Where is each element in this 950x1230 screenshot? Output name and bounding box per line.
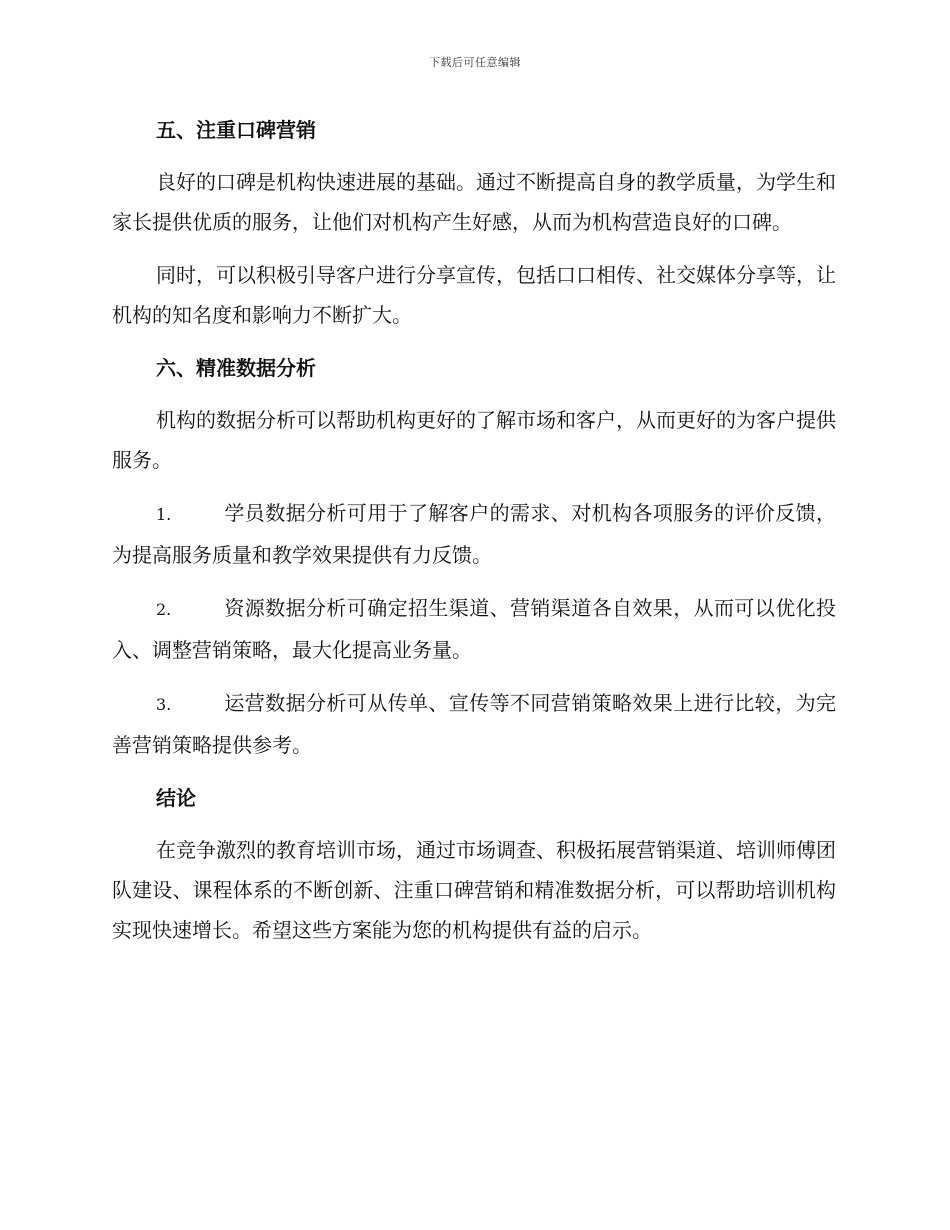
paragraph: 同时，可以积极引导客户进行分享宣传，包括口口相传、社交媒体分享等，让机构的知名度和影响力不断扩大。	[112, 263, 836, 327]
list-item-text: 学员数据分析可用于了解客户的需求、对机构各项服务的评价反馈，为提高服务质量和教学效果提供有力反馈。	[112, 501, 836, 567]
list-item	[112, 588, 836, 670]
list-item	[112, 493, 836, 575]
page-header: 下载后可任意编辑	[429, 56, 521, 69]
list-number: 2.	[156, 600, 172, 619]
list-item	[112, 683, 836, 765]
section-heading-data-analysis: 六、精准数据分析	[156, 356, 316, 380]
list-item-text: 运营数据分析可从传单、宣传等不同营销策略效果上进行比较，为完善营销策略提供参考。	[112, 691, 836, 757]
section-heading-word-of-mouth: 五、注重口碑营销	[156, 118, 316, 142]
list-number: 3.	[156, 695, 172, 714]
paragraph: 良好的口碑是机构快速进展的基础。通过不断提高自身的教学质量，为学生和家长提供优质的服务，让他们对机构产生好感，从而为机构营造良好的口碑。	[112, 170, 836, 234]
document-body	[112, 110, 836, 963]
list-number: 1.	[156, 505, 172, 524]
section-heading-conclusion: 结论	[156, 786, 196, 810]
list-item-text: 资源数据分析可确定招生渠道、营销渠道各自效果，从而可以优化投入、调整营销策略，最大化提高业务量。	[112, 596, 836, 662]
paragraph: 在竞争激烈的教育培训市场，通过市场调查、积极拓展营销渠道、培训师傅团队建设、课程体系的不断创新、注重口碑营销和精准数据分析，可以帮助培训机构实现快速增长。希望这些方案能为您的机构提供有益的启示。	[112, 838, 836, 942]
paragraph: 机构的数据分析可以帮助机构更好的了解市场和客户，从而更好的为客户提供服务。	[112, 408, 836, 472]
